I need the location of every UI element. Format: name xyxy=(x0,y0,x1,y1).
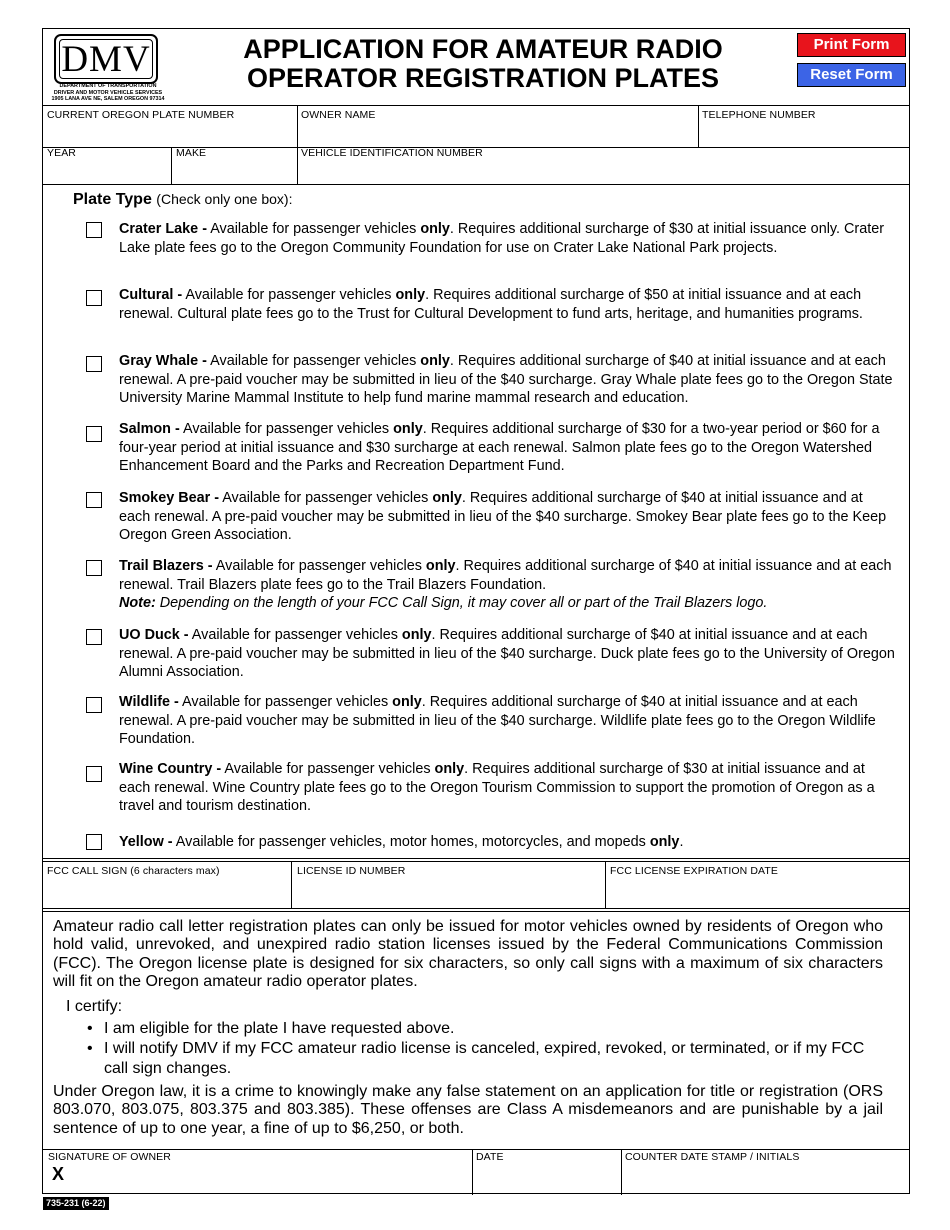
form-number: 735-231 (6-22) xyxy=(43,1197,109,1210)
agency-line: DEPARTMENT OF TRANSPORTATION xyxy=(59,83,157,89)
trail-blazers-option-text xyxy=(119,557,897,613)
option-only: only xyxy=(393,421,423,437)
gray-whale-option-text xyxy=(119,352,897,408)
list-item xyxy=(87,1019,883,1039)
option-desc: Available for passenger vehicles xyxy=(212,558,426,574)
legal-warning: Under Oregon law, it is a crime to knowingly make any false statement on an application for title or registration (ORS 803.070, 803.075, 803.375 and 803.385). These offenses are Class A misdemeanors and are punishable by a jail sentence of up to one year, a fine of up to $6,250, or both. xyxy=(53,1083,883,1137)
cultural-option-text xyxy=(119,286,897,323)
option-name: Gray Whale - xyxy=(119,353,207,369)
certification-section xyxy=(53,918,883,1138)
wine-country-option-text xyxy=(119,760,897,816)
option-name: Crater Lake - xyxy=(119,221,207,237)
plate-number-label: CURRENT OREGON PLATE NUMBER xyxy=(47,109,235,121)
reset-form-button[interactable]: Reset Form xyxy=(797,63,906,87)
dmv-logo-text: DMV xyxy=(59,39,153,79)
smokey-bear-checkbox[interactable] xyxy=(86,492,102,508)
option-desc: . xyxy=(679,834,684,850)
option-desc: . Requires additional surcharge of $50 at initial issuance and at each renewal. Cultural plate fees go to the Trust for Cultural Development to fund arts, heritage, and humanities programs. xyxy=(119,287,863,322)
vin-label: VEHICLE IDENTIFICATION NUMBER xyxy=(301,147,483,159)
smokey-bear-option-text xyxy=(119,489,897,545)
option-only: only xyxy=(420,221,450,237)
fcc-call-sign-label: FCC CALL SIGN (6 characters max) xyxy=(47,865,220,877)
option-only: only xyxy=(392,694,422,710)
yellow-option-text xyxy=(119,833,897,852)
option-only: only xyxy=(434,761,465,777)
option-name: Trail Blazers - xyxy=(119,558,213,574)
form-title-line: OPERATOR REGISTRATION PLATES xyxy=(246,63,720,93)
certify-item-text: I am eligible for the plate I have requested above. xyxy=(104,1020,455,1038)
divider xyxy=(43,184,909,185)
bullet-icon: • xyxy=(87,1020,93,1038)
certify-item-text: I will notify DMV if my FCC amateur radio license is canceled, expired, revoked, or terminated, or if my FCC call sign changes. xyxy=(104,1040,865,1078)
option-desc: Available for passenger vehicles xyxy=(188,627,402,643)
yellow-checkbox[interactable] xyxy=(86,834,102,850)
option-desc: . Requires additional surcharge of $30 for a two-year period or $60 for a four-year period at initial issuance and $30 surcharge at each renewal. Salmon plate fees go to the Oregon Watershed Enhancement Board and the Parks and Recreation Department Fund. xyxy=(119,421,880,474)
option-desc: . Requires additional surcharge of $40 at initial issuance and at each renewal. A pre-paid voucher may be submitted in lieu of the $40 surcharge. Wildlife plate fees go to the Oregon Wildlife Foundation. xyxy=(119,694,876,747)
form-title xyxy=(173,35,793,93)
year-label: YEAR xyxy=(47,147,76,159)
crater-lake-checkbox[interactable] xyxy=(86,222,102,238)
wildlife-option-text xyxy=(119,693,897,749)
bullet-icon: • xyxy=(87,1040,93,1058)
cultural-checkbox[interactable] xyxy=(86,290,102,306)
option-desc: Available for passenger vehicles xyxy=(206,353,421,369)
agency-line: DRIVER AND MOTOR VEHICLE SERVICES xyxy=(53,89,163,96)
crater-lake-option-text xyxy=(119,220,897,257)
option-name: Smokey Bear - xyxy=(119,490,219,506)
option-desc: Available for passenger vehicles xyxy=(221,761,435,777)
uo-duck-option-text xyxy=(119,626,897,682)
agency-line: 1905 LANA AVE NE, SALEM OREGON 97314 xyxy=(51,96,165,102)
owner-name-label: OWNER NAME xyxy=(301,109,376,121)
option-only: only xyxy=(401,627,432,643)
list-item xyxy=(87,1039,883,1079)
salmon-option-text xyxy=(119,420,897,476)
option-only: only xyxy=(432,490,462,506)
option-desc: . Requires additional surcharge of $30 at initial issuance and at each renewal. Wine Country plate fees go to the Oregon Tourism Commission to support the promotion of Oregon as a travel and tourism destination. xyxy=(119,761,875,814)
note-label: Note: xyxy=(119,595,156,611)
uo-duck-checkbox[interactable] xyxy=(86,629,102,645)
option-desc: . Requires additional surcharge of $30 at initial issuance only. Crater Lake plate fees go to the Oregon Community Foundation for use on Crater Lake National Park projects. xyxy=(119,221,884,256)
make-label: MAKE xyxy=(176,147,207,159)
application-form xyxy=(42,28,910,1208)
signature-label: SIGNATURE OF OWNER xyxy=(48,1151,171,1163)
option-desc: Available for passenger vehicles xyxy=(218,490,433,506)
option-only: only xyxy=(649,834,680,850)
option-name: UO Duck - xyxy=(119,627,189,643)
agency-address xyxy=(49,83,167,103)
option-name: Cultural - xyxy=(119,287,183,303)
note-text: Depending on the length of your FCC Call Sign, it may cover all or part of the Trail Blazers logo. xyxy=(155,595,768,611)
divider xyxy=(43,908,909,909)
option-desc: . Requires additional surcharge of $40 at initial issuance and at each renewal. A pre-paid voucher may be submitted in lieu of the $40 surcharge. Gray Whale plate fees go to the Oregon State University Marine Mammal Institute to help fund marine mammal research and education. xyxy=(119,353,893,406)
certify-list xyxy=(87,1019,883,1079)
option-name: Wildlife - xyxy=(119,694,179,710)
wildlife-checkbox[interactable] xyxy=(86,697,102,713)
plate-type-title: Plate Type xyxy=(73,191,152,208)
option-only: only xyxy=(395,287,426,303)
option-name: Wine Country - xyxy=(119,761,222,777)
license-id-label: LICENSE ID NUMBER xyxy=(297,865,406,877)
option-desc: Available for passenger vehicles, motor homes, motorcycles, and mopeds xyxy=(172,834,650,850)
counter-stamp-label: COUNTER DATE STAMP / INITIALS xyxy=(625,1151,800,1163)
option-desc: Available for passenger vehicles xyxy=(179,421,394,437)
divider xyxy=(43,911,909,912)
print-form-button[interactable]: Print Form xyxy=(797,33,906,57)
signature-x-mark: X xyxy=(52,1164,65,1184)
option-desc: . Requires additional surcharge of $40 at initial issuance and at each renewal. A pre-paid voucher may be submitted in lieu of the $40 surcharge. Smokey Bear plate fees go to the Keep Oregon Green Association. xyxy=(119,490,887,543)
trail-blazers-checkbox[interactable] xyxy=(86,560,102,576)
salmon-checkbox[interactable] xyxy=(86,426,102,442)
certify-label: I certify: xyxy=(66,997,123,1015)
option-desc: . Requires additional surcharge of $40 at initial issuance and at each renewal. A pre-paid voucher may be submitted in lieu of the $40 surcharge. Duck plate fees go to the University of Oregon Alumni Association. xyxy=(119,627,895,680)
certification-intro: Amateur radio call letter registration plates can only be issued for motor vehicles owned by residents of Oregon who hold valid, unrevoked, and unexpired radio station licenses issued by the Federal Communications Commission (FCC). The Oregon license plate is designed for six characters, so only call signs with a maximum of six characters will fit on the Oregon amateur radio operator plates. xyxy=(53,918,883,991)
option-desc: Available for passenger vehicles xyxy=(178,694,393,710)
plate-type-instruction: (Check only one box): xyxy=(156,191,293,207)
option-desc: Available for passenger vehicles xyxy=(182,287,396,303)
wine-country-checkbox[interactable] xyxy=(86,766,102,782)
option-only: only xyxy=(420,353,450,369)
fcc-expiration-label: FCC LICENSE EXPIRATION DATE xyxy=(610,865,779,877)
option-only: only xyxy=(425,558,456,574)
gray-whale-checkbox[interactable] xyxy=(86,356,102,372)
form-title-line: APPLICATION FOR AMATEUR RADIO xyxy=(243,34,723,64)
divider xyxy=(43,858,909,859)
option-desc: . Requires additional surcharge of $40 at initial issuance and at each renewal. Trail Blazers plate fees go to the Trail Blazers Foundation. xyxy=(119,558,892,593)
option-name: Salmon - xyxy=(119,421,180,437)
option-desc: Available for passenger vehicles xyxy=(206,221,421,237)
telephone-label: TELEPHONE NUMBER xyxy=(702,109,816,121)
date-label: DATE xyxy=(476,1151,504,1163)
dmv-logo xyxy=(54,34,158,84)
plate-type-heading xyxy=(73,191,292,209)
option-name: Yellow - xyxy=(119,834,173,850)
trail-blazers-note xyxy=(119,595,767,611)
